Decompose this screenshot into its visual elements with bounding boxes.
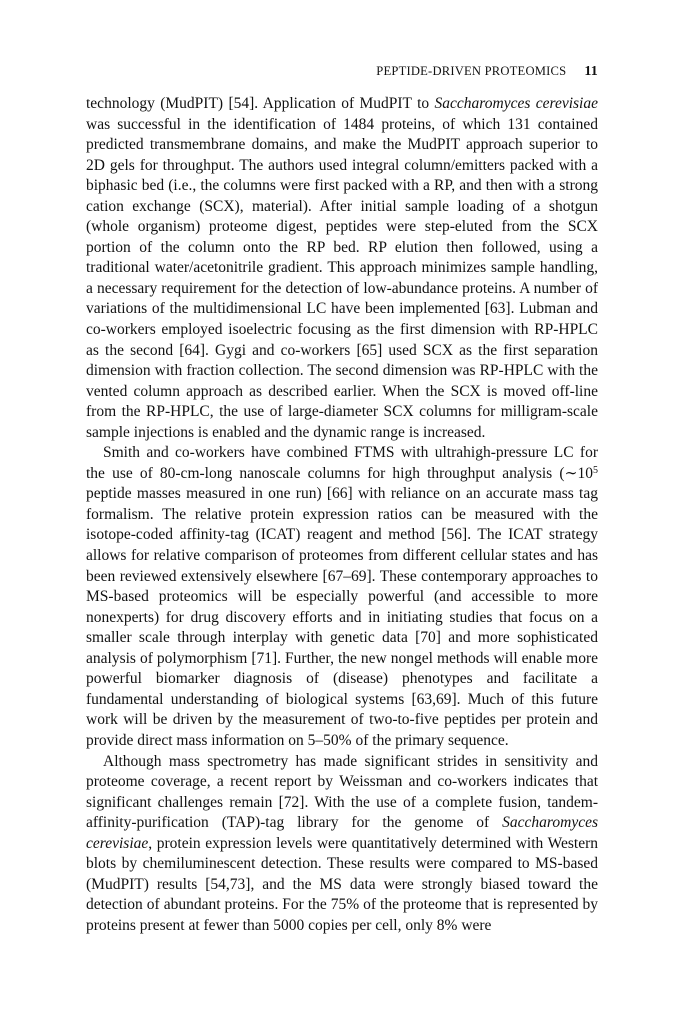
paragraph-2-text-b: peptide masses measured in one run) [66] with reliance on an accurate mass tag formalism. The relative protein expression ratios can be measured with the isotope-coded affinity-tag (ICAT) reagent and method [56]. The ICAT strategy allows for relative comparison of proteomes from different cellular states and has been reviewed extensively elsewhere [67–69]. These contemporary approaches to MS-based proteomics will be especially powerful (and accessible to more nonexperts) for drug discovery efforts and in initiating studies that focus on a smaller scale through interplay with genetic data [70] and more sophisticated analysis of polymorphism [71]. Further, the new nongel methods will enable more powerful biomarker diagnosis of (disease) phenotypes and facilitate a fundamental understanding of biological systems [63,69]. Much of this future work will be driven by the measurement of two-to-five peptides per protein and provide direct mass information on 5–50% of the primary sequence. xyxy=(86,485,598,749)
paragraph-1-text-b: was successful in the identification of 1484 proteins, of which 131 contained predicted transmembrane domains, and make the MudPIT approach superior to 2D gels for throughput. The authors used integral column/emitters packed with a biphasic bed (i.e., the columns were first packed with a RP, and then with a strong cation exchange (SCX), material). After initial sample loading of a shotgun (whole organism) proteome digest, peptides were step-eluted from the SCX portion of the column onto the RP bed. RP elution then followed, using a traditional water/acetonitrile gradient. This approach minimizes sample handling, a necessary requirement for the detection of low-abundance proteins. A number of variations of the multidimensional LC have been implemented [63]. Lubman and co-workers employed isoelectric focusing as the first dimension with RP-HPLC as the second [64]. Gygi and co-workers [65] used SCX as the first separation dimension with fraction collection. The second dimension was RP-HPLC with the vented column approach as described earlier. When the SCX is moved off-line from the RP-HPLC, the use of large-diameter SCX columns for milligram-scale sample injections is enabled and the dynamic range is increased. xyxy=(86,115,598,441)
page-number: 11 xyxy=(584,64,598,79)
superscript-exponent: 5 xyxy=(593,464,598,476)
species-name: Saccharomyces cerevisiae xyxy=(434,95,598,112)
paragraph-3-text-a: Although mass spectrometry has made significant strides in sensitivity and proteome coverage, a recent report by Weissman and co-workers indicates that significant challenges remain [72]. With the use of a complete fusion, tandem-affinity-purification (TAP)-tag library for the genome of xyxy=(86,752,598,832)
paragraph-2-text-a: Smith and co-workers have combined FTMS with ultrahigh-pressure LC for the use of 80-cm-long nanoscale columns for high throughput analysis (∼10 xyxy=(86,444,598,482)
paragraph-3 xyxy=(86,752,598,937)
running-head: PEPTIDE-DRIVEN PROTEOMICS xyxy=(376,64,567,78)
paragraph-1-text-a: technology (MudPIT) [54]. Application of MudPIT to xyxy=(86,95,435,112)
page-header xyxy=(86,64,598,80)
paragraph-2 xyxy=(86,443,598,751)
paragraph-3-text-b: , protein expression levels were quantitatively determined with Western blots by chemiluminescent detection. These results were compared to MS-based (MudPIT) results [54,73], and the MS data were strongly biased toward the detection of abundant proteins. For the 75% of the proteome that is represented by proteins present at fewer than 5000 copies per cell, only 8% were xyxy=(86,834,598,934)
body-text xyxy=(86,94,598,936)
paragraph-1 xyxy=(86,94,598,443)
species-name: Saccharomyces cerevisiae xyxy=(86,814,598,852)
